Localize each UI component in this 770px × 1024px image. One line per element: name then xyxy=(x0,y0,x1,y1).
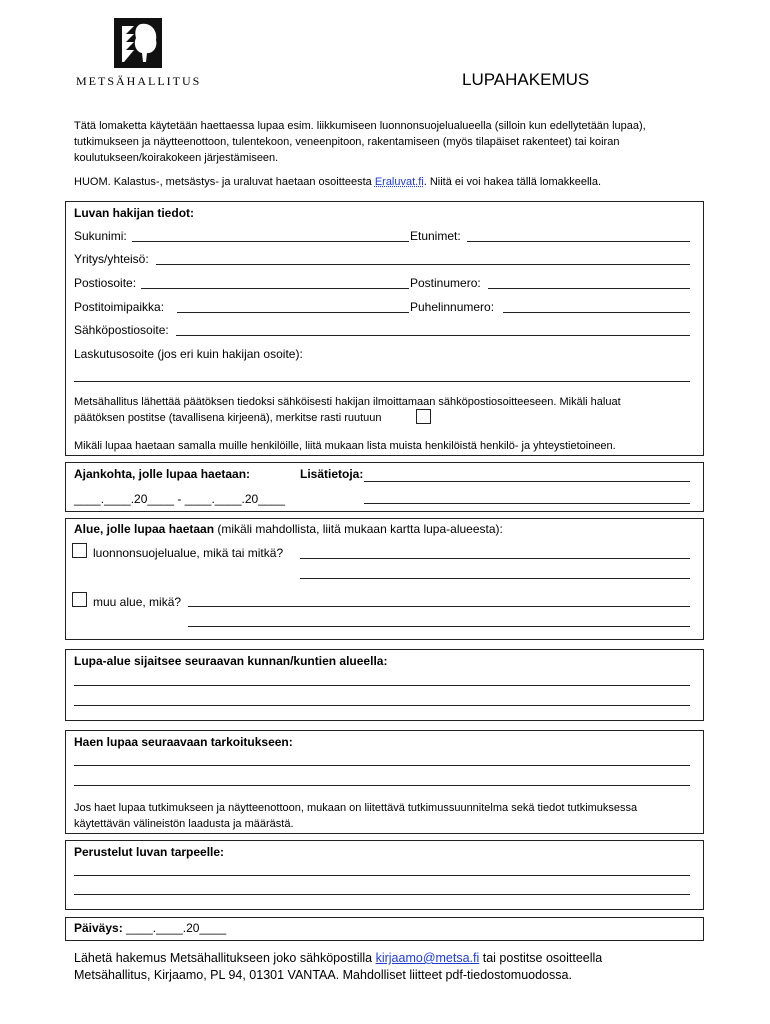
decision-line: Metsähallitus lähettää päätöksen tiedoksi sähköisesti hakijan ilmoittamaan sähköpostiosoitteeseen. Mikäli haluat xyxy=(74,396,621,408)
decision-line: päätöksen postitse (tavallisena kirjeenä), merkitse rasti ruutuun xyxy=(74,412,382,424)
timing-heading: Ajankohta, jolle lupaa haetaan: xyxy=(74,467,251,481)
purpose-heading: Haen lupaa seuraavaan tarkoitukseen: xyxy=(74,735,293,749)
postal-decision-checkbox[interactable] xyxy=(416,409,431,424)
company-label: Yritys/yhteisö: xyxy=(74,252,149,266)
intro-line: tutkimukseen ja näytteenottoon, tulentekoon, veneenpitoon, rakentamiseen (myös tilapäiset rakenteet) tai koiran xyxy=(74,136,620,148)
date-range-field[interactable]: ____.____.20____ - ____.____.20____ xyxy=(74,492,285,506)
footer-line xyxy=(74,950,602,967)
footer-line: Metsähallitus, Kirjaamo, PL 94, 01301 VANTAA. Mahdolliset liitteet pdf-tiedostomuodossa. xyxy=(74,968,572,982)
note-text: HUOM. Kalastus-, metsästys- ja uraluvat haetaan osoitteesta xyxy=(74,176,375,188)
phone-label: Puhelinnumero: xyxy=(410,300,495,314)
extra-info-heading: Lisätietoja: xyxy=(300,467,364,481)
email-label: Sähköpostiosoite: xyxy=(74,323,169,337)
date-field[interactable]: ____.____.20____ xyxy=(126,921,227,935)
tree-logo-icon xyxy=(114,18,162,68)
email-field[interactable] xyxy=(176,335,690,336)
kirjaamo-email-link[interactable]: kirjaamo@metsa.fi xyxy=(375,951,480,965)
nature-reserve-checkbox[interactable] xyxy=(72,543,87,558)
intro-text xyxy=(74,118,714,166)
phone-field[interactable] xyxy=(503,312,690,313)
form-title: LUPAHAKEMUS xyxy=(462,70,590,89)
others-note: Mikäli lupaa haetaan samalla muille henkilöille, liitä mukaan lista muista henkilöistä henkilö- ja yhteystietoineen. xyxy=(74,440,616,452)
intro-line: Tätä lomaketta käytetään haettaessa lupaa esim. liikkumiseen luonnonsuojelualueella (silloin kun edellytetään lupaa), xyxy=(74,120,646,132)
other-area-field-2[interactable] xyxy=(188,626,690,627)
applicant-heading: Luvan hakijan tiedot: xyxy=(74,206,195,220)
nature-reserve-label: luonnonsuojelualue, mikä tai mitkä? xyxy=(93,546,284,560)
research-note-line: käytettävän välineistön laadusta ja määrästä. xyxy=(74,818,294,830)
note-text: . Niitä ei voi hakea tällä lomakkeella. xyxy=(423,176,602,188)
address-label: Postiosoite: xyxy=(74,276,137,290)
nature-reserve-field-1[interactable] xyxy=(300,558,690,559)
postcode-label: Postinumero: xyxy=(410,276,481,290)
justification-field-1[interactable] xyxy=(74,875,690,876)
city-field[interactable] xyxy=(177,312,409,313)
footer-text: Lähetä hakemus Metsähallitukseen joko sähköpostilla xyxy=(74,951,376,965)
intro-line: koulutukseen/koirakokeen järjestämiseen. xyxy=(74,152,279,164)
justification-field-2[interactable] xyxy=(74,894,690,895)
municipality-field-1[interactable] xyxy=(74,685,690,686)
city-label: Postitoimipaikka: xyxy=(74,300,165,314)
billing-label: Laskutusosoite (jos eri kuin hakijan osoite): xyxy=(74,347,303,361)
municipality-heading: Lupa-alue sijaitsee seuraavan kunnan/kuntien alueella: xyxy=(74,654,388,668)
surname-label: Sukunimi: xyxy=(74,229,127,243)
billing-field[interactable] xyxy=(74,381,690,382)
firstnames-label: Etunimet: xyxy=(410,229,461,243)
nature-reserve-field-2[interactable] xyxy=(300,578,690,579)
justification-heading: Perustelut luvan tarpeelle: xyxy=(74,845,225,859)
purpose-field-1[interactable] xyxy=(74,765,690,766)
research-note xyxy=(74,800,637,832)
extra-info-field-2[interactable] xyxy=(364,503,690,504)
address-field[interactable] xyxy=(141,288,409,289)
purpose-field-2[interactable] xyxy=(74,785,690,786)
intro-note xyxy=(74,174,601,190)
eraluvat-link[interactable]: Eraluvat.fi xyxy=(374,176,424,188)
date-row xyxy=(74,921,226,936)
firstnames-field[interactable] xyxy=(467,241,690,242)
municipality-field-2[interactable] xyxy=(74,705,690,706)
research-note-line: Jos haet lupaa tutkimukseen ja näytteenottoon, mukaan on liitettävä tutkimussuunnitelma sekä tiedot tutkimuksessa xyxy=(74,802,638,814)
area-heading-bold: Alue, jolle lupaa haetaan xyxy=(74,522,215,536)
metsahallitus-logo xyxy=(76,18,200,90)
org-name: METSÄHALLITUS xyxy=(76,74,202,88)
postcode-field[interactable] xyxy=(488,288,690,289)
other-area-field-1[interactable] xyxy=(188,606,690,607)
area-heading xyxy=(74,522,503,537)
other-area-checkbox[interactable] xyxy=(72,592,87,607)
extra-info-field-1[interactable] xyxy=(364,481,690,482)
other-area-label: muu alue, mikä? xyxy=(93,595,182,609)
footer-text: tai postitse osoitteella xyxy=(479,951,603,965)
date-label: Päiväys: xyxy=(74,921,123,935)
decision-note xyxy=(74,394,621,426)
surname-field[interactable] xyxy=(132,241,409,242)
submission-instructions xyxy=(74,950,602,984)
area-heading-rest: (mikäli mahdollista, liitä mukaan kartta lupa-alueesta): xyxy=(214,522,503,536)
company-field[interactable] xyxy=(156,264,690,265)
